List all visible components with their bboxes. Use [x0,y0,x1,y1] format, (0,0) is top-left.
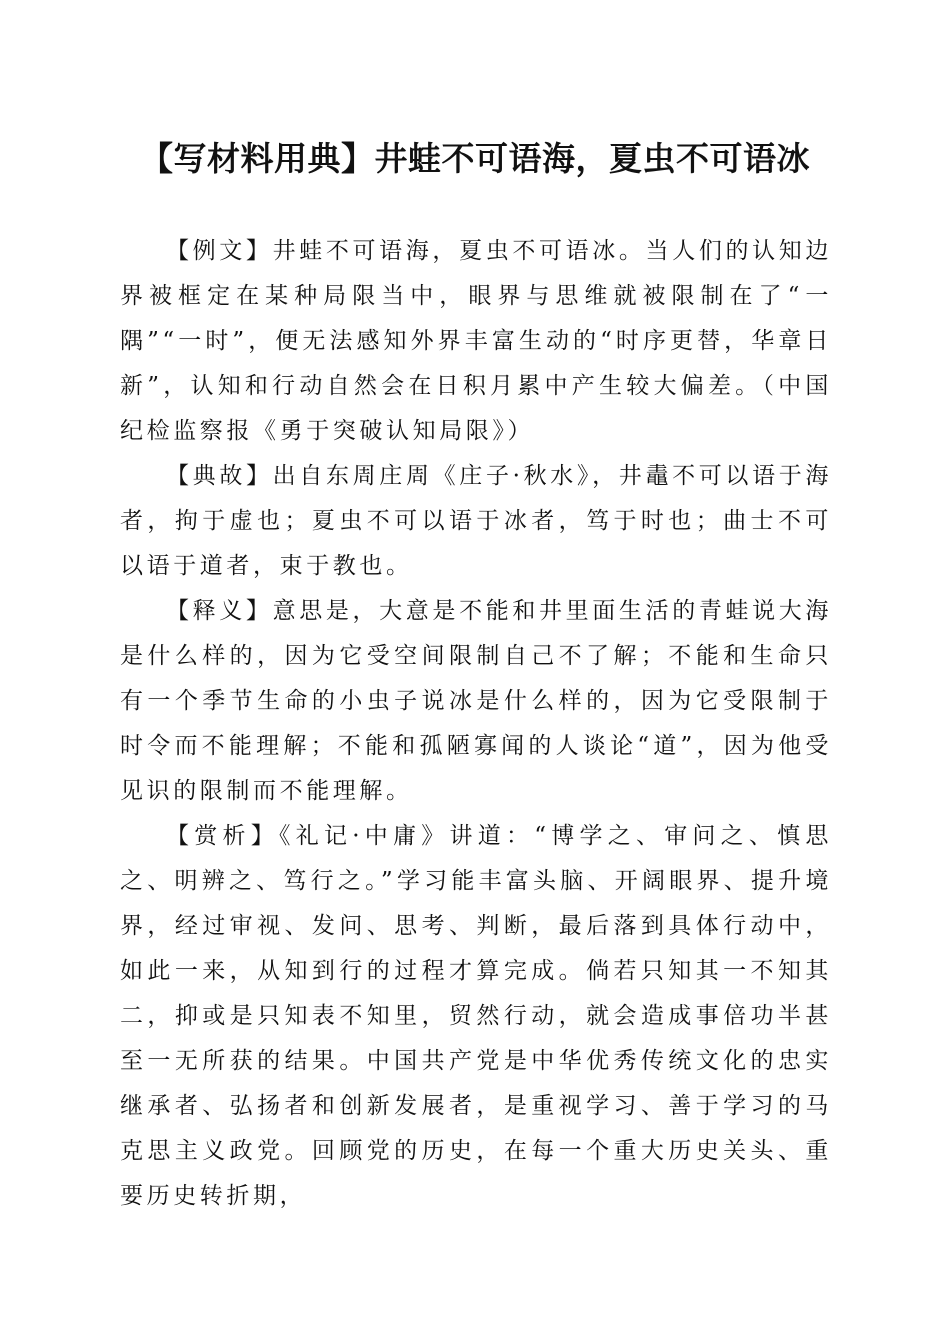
paragraph-tag: 【赏析】 [166,823,279,849]
document-title: 【写材料用典】井蛙不可语海，夏虫不可语冰 [140,139,810,178]
paragraph-tag: 【释义】 [166,598,273,624]
paragraph-example [120,229,832,454]
paragraph-text: 井蛙不可语海，夏虫不可语冰。当人们的认知边界被框定在某种局限当中，眼界与思维就被限制在了“一隅”“一时”，便无法感知外界丰富生动的“时序更替，华章日新”，认知和行动自然会在日积月累中产生较大偏差。（中国纪检监察报《勇于突破认知局限》） [120,238,832,444]
paragraph-tag: 【例文】 [166,238,273,264]
paragraph-tag: 【典故】 [166,463,273,489]
paragraph-appreciation [120,814,832,1219]
paragraph-text: 出自东周庄周《庄子·秋水》，井鼃不可以语于海者，拘于虚也；夏虫不可以语于冰者，笃于时也；曲士不可以语于道者，束于教也。 [120,463,832,579]
paragraph-allusion [120,454,832,589]
paragraph-text: 意思是，大意是不能和井里面生活的青蛙说大海是什么样的，因为它受空间限制自己不了解；不能和生命只有一个季节生命的小虫子说冰是什么样的，因为它受限制于时令而不能理解；不能和孤陋寡闻的人谈论“道”，因为他受见识的限制而不能理解。 [120,598,832,804]
document-body [120,229,832,1219]
paragraph-text: 《礼记·中庸》讲道：“博学之、审问之、慎思之、明辨之、笃行之。”学习能丰富头脑、开阔眼界、提升境界，经过审视、发问、思考、判断，最后落到具体行动中，如此一来，从知到行的过程才算完成。倘若只知其一不知其二，抑或是只知表不知里，贸然行动，就会造成事倍功半甚至一无所获的结果。中国共产党是中华优秀传统文化的忠实继承者、弘扬者和创新发展者，是重视学习、善于学习的马克思主义政党。回顾党的历史，在每一个重大历史关头、重要历史转折期， [120,823,833,1209]
paragraph-meaning [120,589,832,814]
